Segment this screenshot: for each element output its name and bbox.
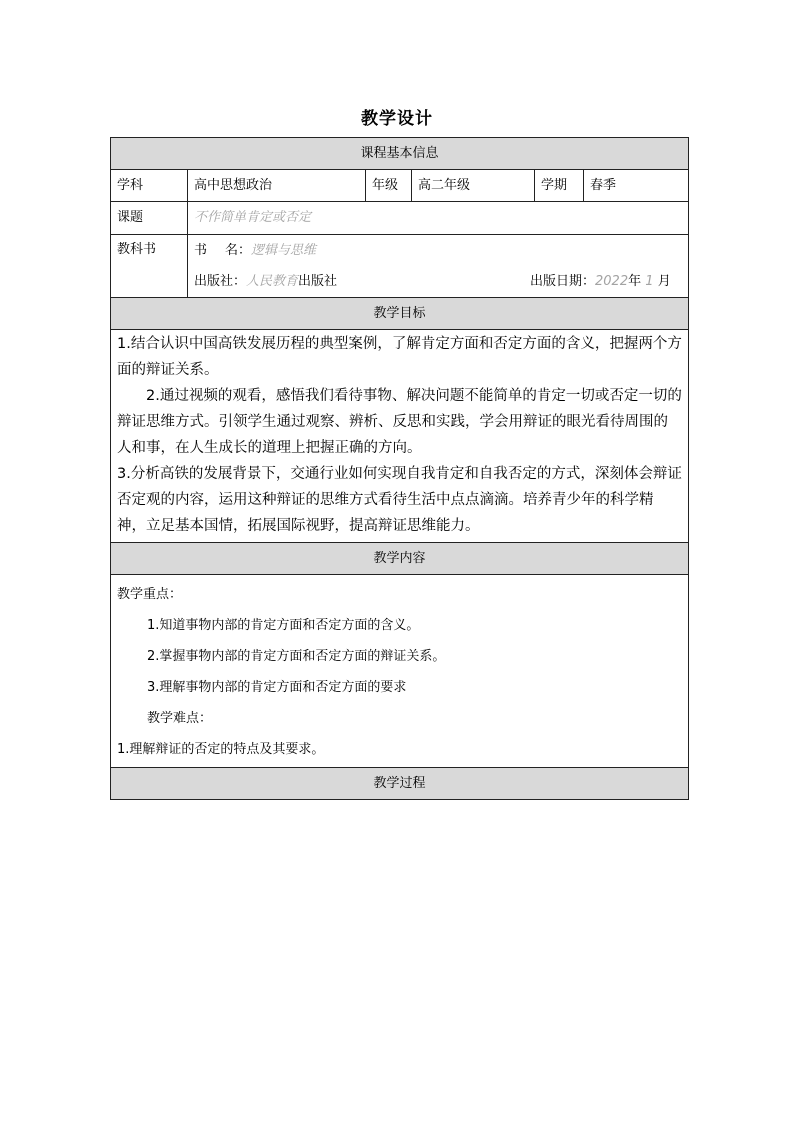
topic-label: 课题	[111, 202, 188, 235]
content-cell	[111, 575, 689, 768]
date-label: 出版日期：	[530, 273, 596, 289]
difficulty-item: 1.理解辩证的否定的特点及其要求。	[117, 742, 325, 757]
difficulties-label: 教学难点：	[147, 711, 213, 726]
section-process: 教学过程	[111, 768, 689, 800]
document-title: 教学设计	[361, 109, 433, 129]
date-year-unit: 年	[628, 273, 642, 289]
lesson-plan-table	[110, 137, 688, 800]
section-basic-info: 课程基本信息	[111, 138, 689, 170]
section-goals: 教学目标	[111, 298, 689, 330]
book-name-line	[188, 235, 688, 266]
content-row	[111, 575, 689, 768]
publisher-line	[188, 266, 688, 297]
topic-row	[111, 202, 689, 235]
goal-item: 1.结合认识中国高铁发展历程的典型案例，了解肯定方面和否定方面的含义，把握两个方面的辩证关系。	[117, 336, 682, 378]
term-value: 春季	[584, 170, 689, 202]
textbook-label: 教科书	[111, 235, 188, 298]
book-name-label-a: 书	[194, 242, 208, 258]
textbook-details	[188, 235, 689, 298]
textbook-row	[111, 235, 689, 298]
grade-label: 年级	[366, 170, 412, 202]
section-content: 教学内容	[111, 543, 689, 575]
info-row	[111, 170, 689, 202]
date-month: 1	[645, 273, 654, 289]
publisher-label: 出版社：	[194, 273, 247, 289]
key-point-item: 2.掌握事物内部的肯定方面和否定方面的辩证关系。	[147, 649, 446, 664]
goal-item: 3.分析高铁的发展背景下，交通行业如何实现自我肯定和自我否定的方式，深刻体会辩证否定观的内容，运用这种辩证的思维方式看待生活中点点滴滴。培养青少年的科学精神，立足基本国情，拓展国际视野，提高辩证思维能力。	[117, 466, 682, 534]
key-points-label: 教学重点：	[117, 587, 183, 602]
date-month-unit: 月	[657, 273, 671, 289]
goals-row	[111, 330, 689, 543]
topic-value: 不作简单肯定或否定	[188, 202, 689, 235]
date-year: 2022	[595, 273, 629, 289]
book-name-label-b: 名：	[225, 242, 252, 258]
publisher-suffix: 出版社	[298, 273, 338, 289]
publish-date	[530, 273, 671, 291]
book-name-value: 逻辑与思维	[251, 242, 317, 258]
grade-value: 高二年级	[412, 170, 535, 202]
subject-label: 学科	[111, 170, 188, 202]
publisher-value: 人民教育	[246, 273, 299, 289]
key-point-item: 1.知道事物内部的肯定方面和否定方面的含义。	[147, 618, 420, 633]
goals-cell	[111, 330, 689, 543]
key-point-item: 3.理解事物内部的肯定方面和否定方面的要求	[147, 680, 407, 695]
term-label: 学期	[535, 170, 584, 202]
goal-item: 2.通过视频的观看，感悟我们看待事物、解决问题不能简单的肯定一切或否定一切的辩证思维方式。引领学生通过观察、辨析、反思和实践，学会用辩证的眼光看待周围的人和事，在人生成长的道理上把握正确的方向。	[117, 388, 682, 456]
subject-value: 高中思想政治	[188, 170, 366, 202]
